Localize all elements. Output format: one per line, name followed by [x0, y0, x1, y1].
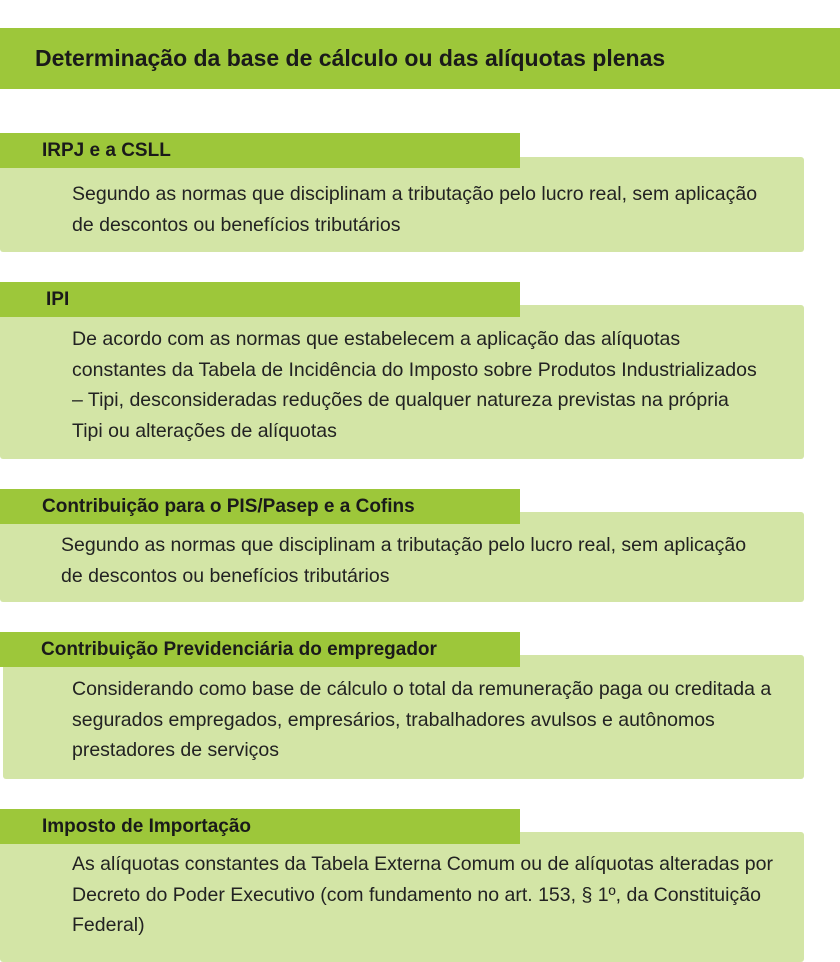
section-tab	[0, 489, 520, 524]
section-title: Contribuição Previdenciária do empregador	[41, 638, 437, 660]
section-text: Segundo as normas que disciplinam a tributação pelo lucro real, sem aplicação de descontos ou benefícios tributários	[72, 183, 758, 236]
section-text: De acordo com as normas que estabelecem a aplicação das alíquotas constantes da Tabela de Incidência do Imposto sobre Produtos Industrializados – Tipi, desconsideradas reduções de qualquer natureza previstas na própria Tipi ou alterações de alíquotas	[72, 328, 757, 442]
section-tab	[0, 632, 520, 667]
section-text: Considerando como base de cálculo o total da remuneração paga ou creditada a segurados empregados, empresários, trabalhadores avulsos e autônomos prestadores de serviços	[72, 678, 772, 761]
section-body	[3, 655, 804, 779]
page-header	[0, 28, 840, 89]
page-title: Determinação da base de cálculo ou das alíquotas plenas	[35, 45, 666, 71]
section-contribuicao-previdenciaria	[0, 632, 840, 780]
section-title: Imposto de Importação	[42, 815, 252, 837]
section-irpj-csll	[0, 133, 840, 253]
section-pis-cofins	[0, 489, 840, 603]
section-body	[0, 305, 804, 459]
section-body	[0, 512, 804, 602]
section-text: Segundo as normas que disciplinam a tributação pelo lucro real, sem aplicação de descontos ou benefícios tributários	[61, 534, 747, 587]
section-body	[0, 832, 804, 962]
section-tab	[0, 133, 520, 168]
section-ipi	[0, 282, 840, 460]
section-tab	[0, 282, 520, 317]
section-title: IPI	[46, 288, 70, 310]
section-imposto-importacao	[0, 809, 840, 952]
section-title: Contribuição para o PIS/Pasep e a Cofins	[42, 495, 415, 517]
section-tab	[0, 809, 520, 844]
section-text: As alíquotas constantes da Tabela Externa Comum ou de alíquotas alteradas por Decreto do Poder Executivo (com fundamento no art. 153, § 1º, da Constituição Federal)	[72, 853, 773, 936]
section-title: IRPJ e a CSLL	[42, 139, 171, 161]
section-body	[0, 157, 804, 252]
